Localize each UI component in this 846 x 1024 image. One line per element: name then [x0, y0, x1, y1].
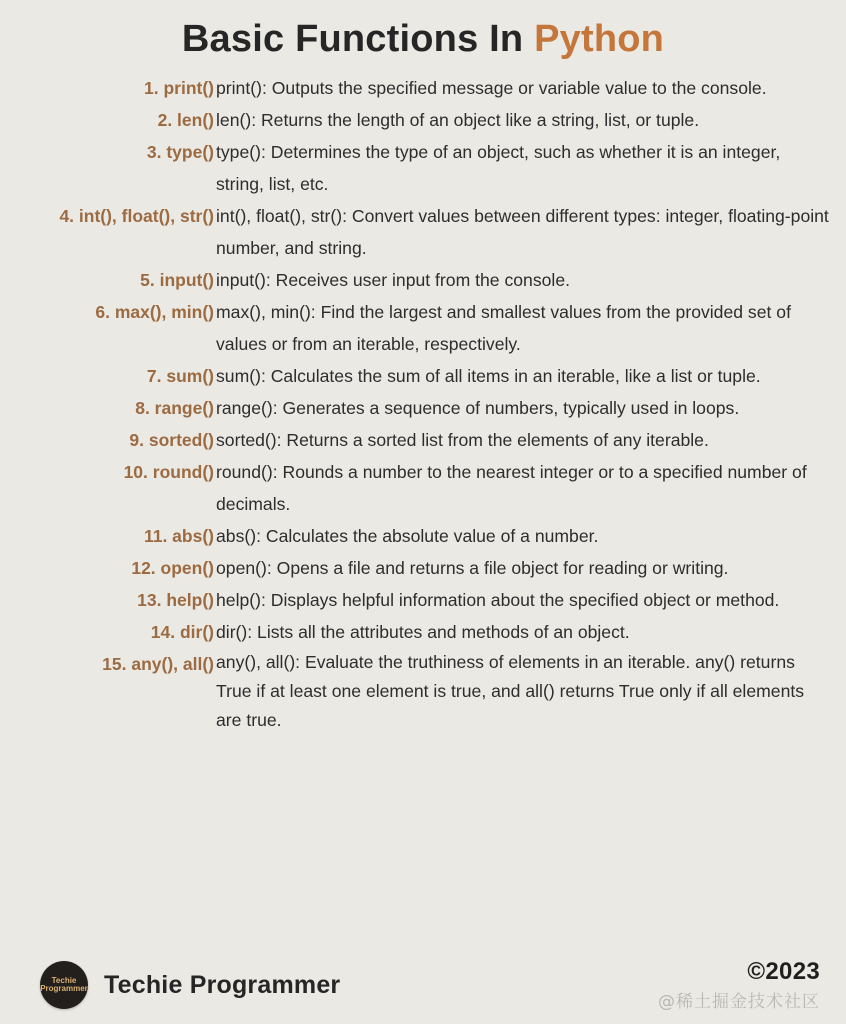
function-row — [0, 424, 846, 456]
page-title-accent: Python — [534, 17, 665, 60]
function-name-label[interactable]: 7. sum() — [146, 366, 214, 386]
function-row — [0, 616, 846, 648]
function-description: type(): Determines the type of an object, such as whether it is an integer, string, list, etc. — [216, 142, 781, 194]
function-row — [0, 296, 846, 360]
function-name-label[interactable]: 9. sorted() — [129, 430, 214, 450]
function-description: sum(): Calculates the sum of all items in an iterable, like a list or tuple. — [216, 366, 761, 386]
function-row — [0, 104, 846, 136]
function-description: open(): Opens a file and returns a file object for reading or writing. — [216, 558, 729, 578]
title-bar — [0, 0, 846, 72]
function-name-label[interactable]: 10. round() — [123, 462, 214, 482]
logo-line-2: Programmer — [40, 984, 88, 993]
function-description: dir(): Lists all the attributes and methods of an object. — [216, 622, 630, 642]
function-description: max(), min(): Find the largest and smallest values from the provided set of values or from an iterable, respectively. — [216, 302, 791, 354]
function-name-label[interactable]: 2. len() — [157, 110, 214, 130]
footer-right — [658, 958, 820, 1012]
function-name-label[interactable]: 3. type() — [146, 142, 214, 162]
function-row — [0, 136, 846, 200]
function-name-label[interactable]: 1. print() — [144, 78, 214, 98]
copyright-text: ©2023 — [747, 958, 820, 985]
page-title-main: Basic Functions In — [181, 17, 535, 60]
function-name-label[interactable]: 6. max(), min() — [95, 302, 214, 322]
function-row — [0, 72, 846, 104]
function-name-label[interactable]: 4. int(), float(), str() — [59, 206, 214, 226]
function-description: help(): Displays helpful information about the specified object or method. — [216, 590, 780, 610]
function-description: print(): Outputs the specified message or variable value to the console. — [216, 78, 767, 98]
function-description: range(): Generates a sequence of numbers, typically used in loops. — [216, 398, 740, 418]
page-title — [182, 18, 664, 61]
function-row — [0, 360, 846, 392]
function-description: any(), all(): Evaluate the truthiness of elements in an iterable. any() returns True if at least one element is true, and all() returns True only if all elements are true. — [216, 652, 805, 730]
function-row — [0, 584, 846, 616]
function-row — [0, 552, 846, 584]
function-name-label[interactable]: 14. dir() — [150, 622, 214, 642]
techie-programmer-logo-icon — [40, 961, 88, 1009]
function-name-label[interactable]: 15. any(), all() — [102, 654, 214, 674]
function-description: sorted(): Returns a sorted list from the elements of any iterable. — [216, 430, 709, 450]
function-row — [0, 520, 846, 552]
function-description: abs(): Calculates the absolute value of a number. — [216, 526, 599, 546]
function-row — [0, 200, 846, 264]
function-description: int(), float(), str(): Convert values between different types: integer, floating-point number, and string. — [216, 206, 829, 258]
function-row — [0, 392, 846, 424]
function-row — [0, 456, 846, 520]
brand-name: Techie Programmer — [104, 970, 341, 999]
watermark-text: @稀土掘金技术社区 — [658, 992, 820, 1012]
function-description: len(): Returns the length of an object like a string, list, or tuple. — [216, 110, 700, 130]
function-name-label[interactable]: 11. abs() — [143, 526, 214, 546]
function-description: round(): Rounds a number to the nearest integer or to a specified number of decimals. — [216, 462, 807, 514]
function-list — [0, 72, 846, 735]
brand — [40, 961, 340, 1009]
function-row — [0, 648, 846, 735]
logo-line-1: Techie — [51, 975, 77, 985]
function-row — [0, 264, 846, 296]
footer — [0, 946, 846, 1024]
function-name-label[interactable]: 13. help() — [137, 590, 214, 610]
function-name-label[interactable]: 12. open() — [131, 558, 214, 578]
function-name-label[interactable]: 5. input() — [140, 270, 214, 290]
function-description: input(): Receives user input from the console. — [216, 270, 570, 290]
function-name-label[interactable]: 8. range() — [135, 398, 214, 418]
